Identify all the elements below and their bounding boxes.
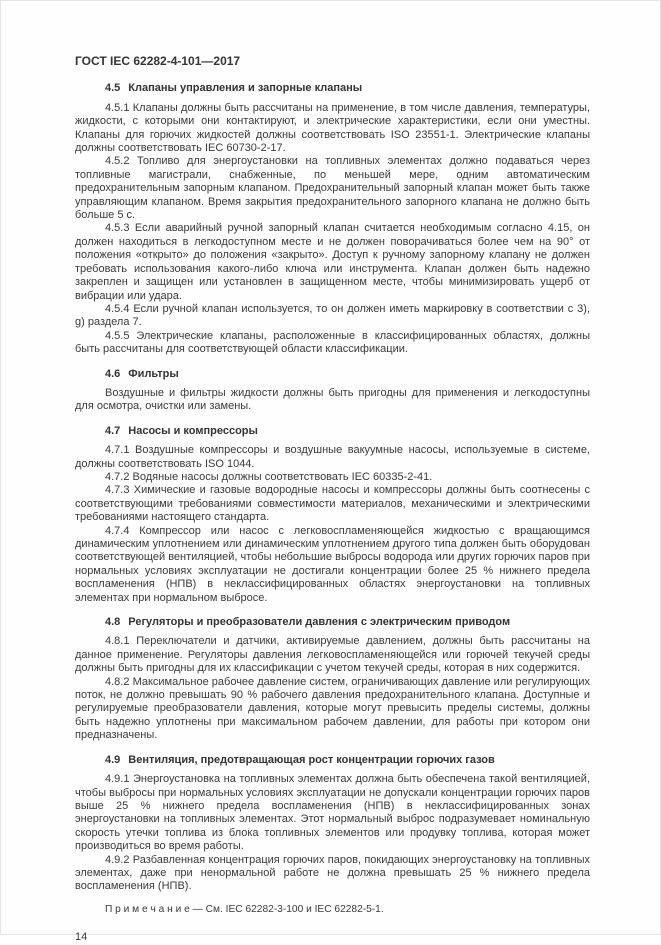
paragraph-4-5-5: 4.5.5 Электрические клапаны, расположенные в классифицированных областях, должны быть рассчитаны для соответствующей области классификации. bbox=[75, 329, 590, 356]
paragraph-4-7-3: 4.7.3 Химические и газовые водородные насосы и компрессоры должны быть соотнесены с соответствующими требованиями совместимости материалов, механическими и электрическими требованиями настоящего стандарта. bbox=[75, 484, 590, 524]
paragraph-4-7-4: 4.7.4 Компрессор или насос с легковоспламеняющейся жидкостью с вращающимся динамическим уплотнением или динамическим уплотнением другого типа должен быть оборудован соответствующей вентиляцией, чтобы небольшие выбросы водорода или других горючих паров при нормальных условиях эксплуатации не достигали концентрации более 25 % нижнего предела воспламенения (НПВ) в неклассифицированных областях энергоустановки на топливных элементах при нормальном выбросе. bbox=[75, 524, 590, 604]
section-heading-4-8 bbox=[75, 616, 590, 629]
paragraph-4-7-2: 4.7.2 Водяные насосы должны соответствовать IEC 60335-2-41. bbox=[105, 470, 433, 483]
section-heading-4-9 bbox=[75, 754, 590, 767]
paragraph-4-5-4: 4.5.4 Если ручной клапан используется, то он должен иметь маркировку в соответствии с 3), g) раздела 7. bbox=[75, 302, 590, 329]
section-title: Регуляторы и преобразователи давления с электрическим приводом bbox=[128, 616, 511, 629]
note: П р и м е ч а н и е — См. IEC 62282-3-100 и IEC 62282-5-1. bbox=[105, 903, 384, 915]
section-title: Вентиляция, предотвращающая рост концентрации горючих газов bbox=[128, 753, 495, 766]
paragraph-4-8-1: 4.8.1 Переключатели и датчики, активируемые давлением, должны быть рассчитаны на данное применение. Регуляторы давления легковоспламеняющейся или горючей текучей среды должны быть пригодны для их классификации с учетом текучей среды, которая в них содержится. bbox=[75, 635, 590, 675]
paragraph-4-5-1: 4.5.1 Клапаны должны быть рассчитаны на применение, в том числе давления, температуры, жидкости, с которыми они контактируют, и электрические характеристики, если они уместны. Клапаны для горючих жидкостей должны соответствовать ISO 23551-1. Электрические клапаны должны соответствовать IEC 60730-2-17. bbox=[75, 101, 590, 155]
section-title: Насосы и компрессоры bbox=[128, 424, 258, 437]
section-number: 4.7 bbox=[105, 424, 121, 437]
section-number: 4.5 bbox=[105, 82, 121, 95]
paragraph-filters: Воздушные и фильтры жидкости должны быть пригодны для применения и легкодоступны для осмотра, очистки или замены. bbox=[75, 386, 590, 413]
paragraph-4-8-2: 4.8.2 Максимальное рабочее давление систем, ограничивающих давление или регулирующих поток, не должно превышать 90 % рабочего давления предохранительного клапана. Доступные и регулируемые преобразователи давления, которые могут превысить пределы системы, должны быть надежно уплотнены при максимальном рабочем давлении, для работы при котором они предназначены. bbox=[75, 675, 590, 742]
section-number: 4.9 bbox=[105, 753, 121, 766]
paragraph-4-5-2: 4.5.2 Топливо для энергоустановки на топливных элементах должно подаваться через топливные магистрали, снабженные, по меньшей мере, одним автоматическим предохранительным запорным клапаном. Предохранительный запорный клапан может быть также управляющим клапаном. Время закрытия предохранительного запорного клапана не должно быть больше 5 с. bbox=[75, 155, 590, 222]
paragraph-4-5-3: 4.5.3 Если аварийный ручной запорный клапан считается необходимым согласно 4.15, он должен находиться в легкодоступном месте и не должен поворачиваться более чем на 90° от положения «открыто» до положения «закрыто». Доступ к ручному запорному клапану не должен требовать использования какого-либо ключа или инструмента. Клапан должен быть надежно закреплен и защищен или установлен в защищенном месте, чтобы минимизировать ущерб от вибрации или удара. bbox=[75, 222, 590, 302]
section-title: Фильтры bbox=[128, 367, 179, 380]
document-content bbox=[75, 82, 590, 916]
document-header: ГОСТ IEC 62282-4-101—2017 bbox=[75, 54, 241, 68]
paragraph-4-9-2: 4.9.2 Разбавленная концентрация горючих паров, покидающих энергоустановку на топливных элементах, даже при ненормальной работе не должна превышать 25 % нижнего предела воспламенения (НПВ). bbox=[75, 853, 590, 893]
section-heading-4-6 bbox=[75, 368, 590, 381]
paragraph-4-9-1: 4.9.1 Энергоустановка на топливных элементах должна быть обеспечена такой вентиляцией, чтобы выбросы при нормальных условиях эксплуатации не допускали концентрации горючих паров выше 25 % нижнего предела воспламенения (НПВ) в неклассифицированных зонах энергоустановки на топливных элементах. Этот нормальный выброс подразумевает номинальную скорость утечки топлива из блока топливных элементов или продувку топлива, которая может производиться во время работы. bbox=[75, 773, 590, 853]
paragraph-4-7-1: 4.7.1 Воздушные компрессоры и воздушные вакуумные насосы, используемые в системе, должны соответствовать ISO 1044. bbox=[75, 444, 590, 470]
section-title: Клапаны управления и запорные клапаны bbox=[128, 82, 363, 95]
page-number: 14 bbox=[75, 931, 88, 944]
section-heading-4-7 bbox=[75, 425, 590, 438]
section-heading-4-5 bbox=[75, 82, 590, 95]
section-number: 4.6 bbox=[105, 367, 121, 380]
section-number: 4.8 bbox=[105, 616, 121, 629]
